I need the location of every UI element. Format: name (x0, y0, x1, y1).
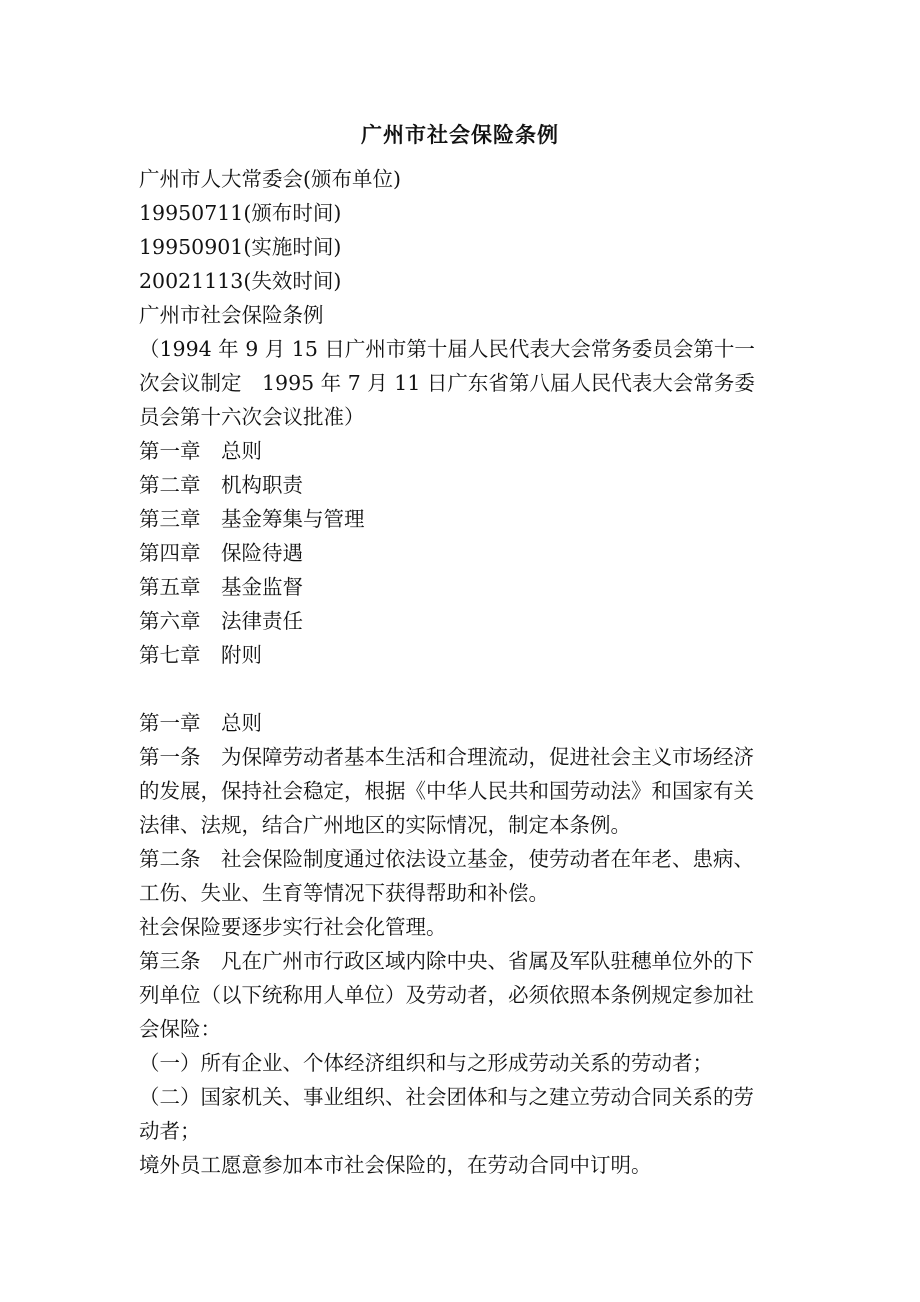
effective-date-line: 19950901(实施时间) (139, 235, 342, 259)
toc-chapter-2: 第二章 机构职责 (139, 473, 303, 497)
adoption-note-line: 员会第十六次会议批准） (139, 405, 365, 429)
article-2-paragraph: 社会保险要逐步实行社会化管理。 (139, 915, 447, 939)
article-3-text: 会保险： (139, 1017, 221, 1041)
article-2-text: 第二条 社会保险制度通过依法设立基金，使劳动者在年老、患病、 (139, 847, 754, 871)
article-1-text: 的发展，保持社会稳定，根据《中华人民共和国劳动法》和国家有关 (139, 779, 754, 803)
article-1-text: 第一条 为保障劳动者基本生活和合理流动，促进社会主义市场经济 (139, 745, 754, 769)
toc-chapter-6: 第六章 法律责任 (139, 609, 303, 633)
article-3-paragraph: 境外员工愿意参加本市社会保险的，在劳动合同中订明。 (139, 1153, 652, 1177)
chapter-heading: 第一章 总则 (139, 711, 262, 735)
toc-chapter-3: 第三章 基金筹集与管理 (139, 507, 365, 531)
document-title: 广州市社会保险条例 (361, 122, 559, 147)
document-body (139, 162, 784, 1182)
article-3-item-2: 动者； (139, 1119, 201, 1143)
article-1-text: 法律、法规，结合广州地区的实际情况，制定本条例。 (139, 813, 631, 837)
issue-date-line: 19950711(颁布时间) (139, 201, 342, 225)
article-3-item-2: （二）国家机关、事业组织、社会团体和与之建立劳动合同关系的劳 (139, 1085, 754, 1109)
issuing-body-line: 广州市人大常委会(颁布单位) (139, 167, 401, 191)
toc-chapter-7: 第七章 附则 (139, 643, 262, 667)
article-3-text: 第三条 凡在广州市行政区域内除中央、省属及军队驻穗单位外的下 (139, 949, 754, 973)
expiry-date-line: 20021113(失效时间) (139, 269, 342, 293)
adoption-note-line: （1994 年 9 月 15 日广州市第十届人民代表大会常务委员会第十一 (139, 337, 755, 361)
regulation-name-line: 广州市社会保险条例 (139, 303, 324, 327)
toc-chapter-4: 第四章 保险待遇 (139, 541, 303, 565)
toc-chapter-1: 第一章 总则 (139, 439, 262, 463)
toc-chapter-5: 第五章 基金监督 (139, 575, 303, 599)
article-3-item-1: （一）所有企业、个体经济组织和与之形成劳动关系的劳动者； (139, 1051, 713, 1075)
article-3-text: 列单位（以下统称用人单位）及劳动者，必须依照本条例规定参加社 (139, 983, 754, 1007)
article-2-text: 工伤、失业、生育等情况下获得帮助和补偿。 (139, 881, 549, 905)
blank-line (139, 672, 784, 706)
adoption-note-line: 次会议制定 1995 年 7 月 11 日广东省第八届人民代表大会常务委 (139, 371, 755, 395)
